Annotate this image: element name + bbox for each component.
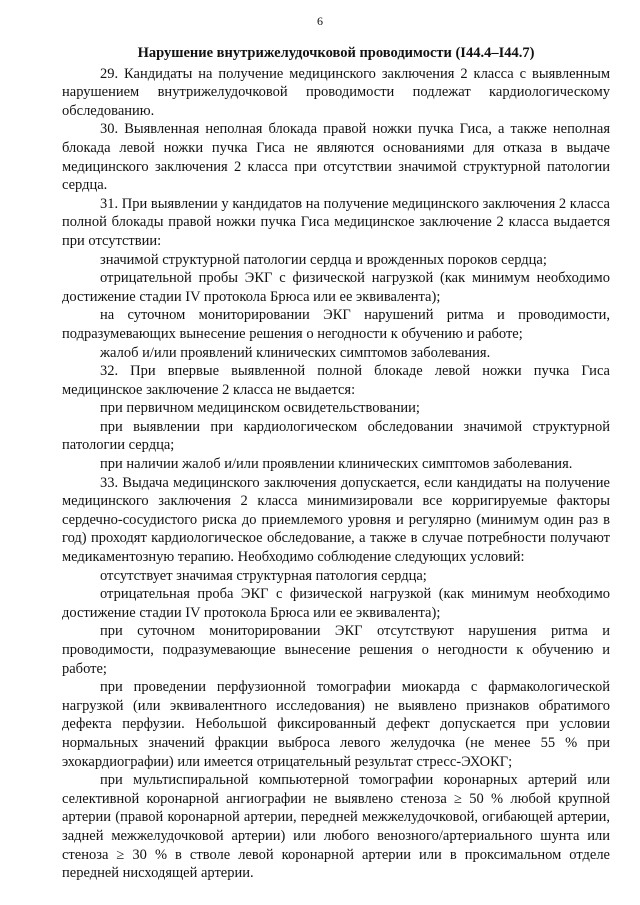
paragraph-31-item: значимой структурной патологии сердца и врожденных пороков сердца; [100,251,547,268]
section-heading: Нарушение внутрижелудочковой проводимости (I44.4–I44.7) [137,45,535,61]
paragraph-31-item: отрицательной пробы ЭКГ с физической нагрузкой (как минимум необходимо достижение стадии IV протокола Брюса или ее эквивалента); [62,270,610,305]
paragraph-33-item: при суточном мониторировании ЭКГ отсутствуют нарушения ритма и проводимости, подразумевающие вынесение решения о негодности к обучению и работе; [62,623,610,677]
paragraph-31-intro: 31. При выявлении у кандидатов на получение медицинского заключения 2 класса полной блокады правой ножки пучка Гиса медицинское заключение 2 класса выдается при отсутствии: [62,195,610,249]
paragraph-32-intro: 32. При впервые выявленной полной блокаде левой ножки пучка Гиса медицинское заключение 2 класса не выдается: [62,363,610,398]
paragraph-33-item: при мультиспиральной компьютерной томографии коронарных артерий или селективной коронарной ангиографии не выявлено стеноза ≥ 50 % любой крупной артерии (правой коронарной артерии, передней межжелудочковой, огибающей артерии, задней межжелудочковой артерии) или любого венозного/артериального шунта или стеноза ≥ 30 % в стволе левой коронарной артерии или в проксимальном отделе передней нисходящей артерии. [62,772,610,882]
document-content [62,44,610,883]
paragraph-32-item: при выявлении при кардиологическом обследовании значимой структурной патологии сердца; [62,418,610,454]
paragraph-31-item: на суточном мониторировании ЭКГ нарушений ритма и проводимости, подразумевающих вынесение решения о негодности к обучению и работе; [62,307,610,342]
page-number: 6 [317,14,323,28]
paragraph-31-item: жалоб и/или проявлений клинических симптомов заболевания. [100,344,491,361]
paragraph-33-intro: 33. Выдача медицинского заключения допускается, если кандидаты на получение медицинского заключения 2 класса минимизировали все корригируемые факторы сердечно-сосудистого риска до приемлемого уровня и регулярно (минимум один раз в год) проходят кардиологическое обследование, а также в случае потребности получают медикаментозную терапию. Необходимо соблюдение следующих условий: [62,474,610,566]
paragraph-33-item: отсутствует значимая структурная патология сердца; [100,567,427,584]
paragraph-33-item: отрицательная проба ЭКГ с физической нагрузкой (как минимум необходимо достижение стадии IV протокола Брюса или ее эквивалента); [62,586,610,621]
paragraph-32-item: при наличии жалоб и/или проявлении клинических симптомов заболевания. [100,456,573,473]
paragraph-30: 30. Выявленная неполная блокада правой ножки пучка Гиса, а также неполная блокада левой ножки пучка Гиса не являются основаниями для отказа в выдаче медицинского заключения 2 класса при отсутствии значимой структурной патологии сердца. [62,121,610,194]
paragraph-29: 29. Кандидаты на получение медицинского заключения 2 класса с выявленным нарушением внутрижелудочковой проводимости подлежат кардиологическому обследованию. [62,65,610,119]
paragraph-32-item: при первичном медицинском освидетельствовании; [100,400,420,417]
paragraph-33-item: при проведении перфузионной томографии миокарда с фармакологической нагрузкой (или эквивалентного исследования) не выявлено признаков обратимого дефекта перфузии. Небольшой фиксированный дефект допускается при условии нормальных значений фракции выброса левого желудочка (не менее 55 % при эхокардиографии) или имеется отрицательный результат стресс-ЭХОКГ; [62,679,610,770]
